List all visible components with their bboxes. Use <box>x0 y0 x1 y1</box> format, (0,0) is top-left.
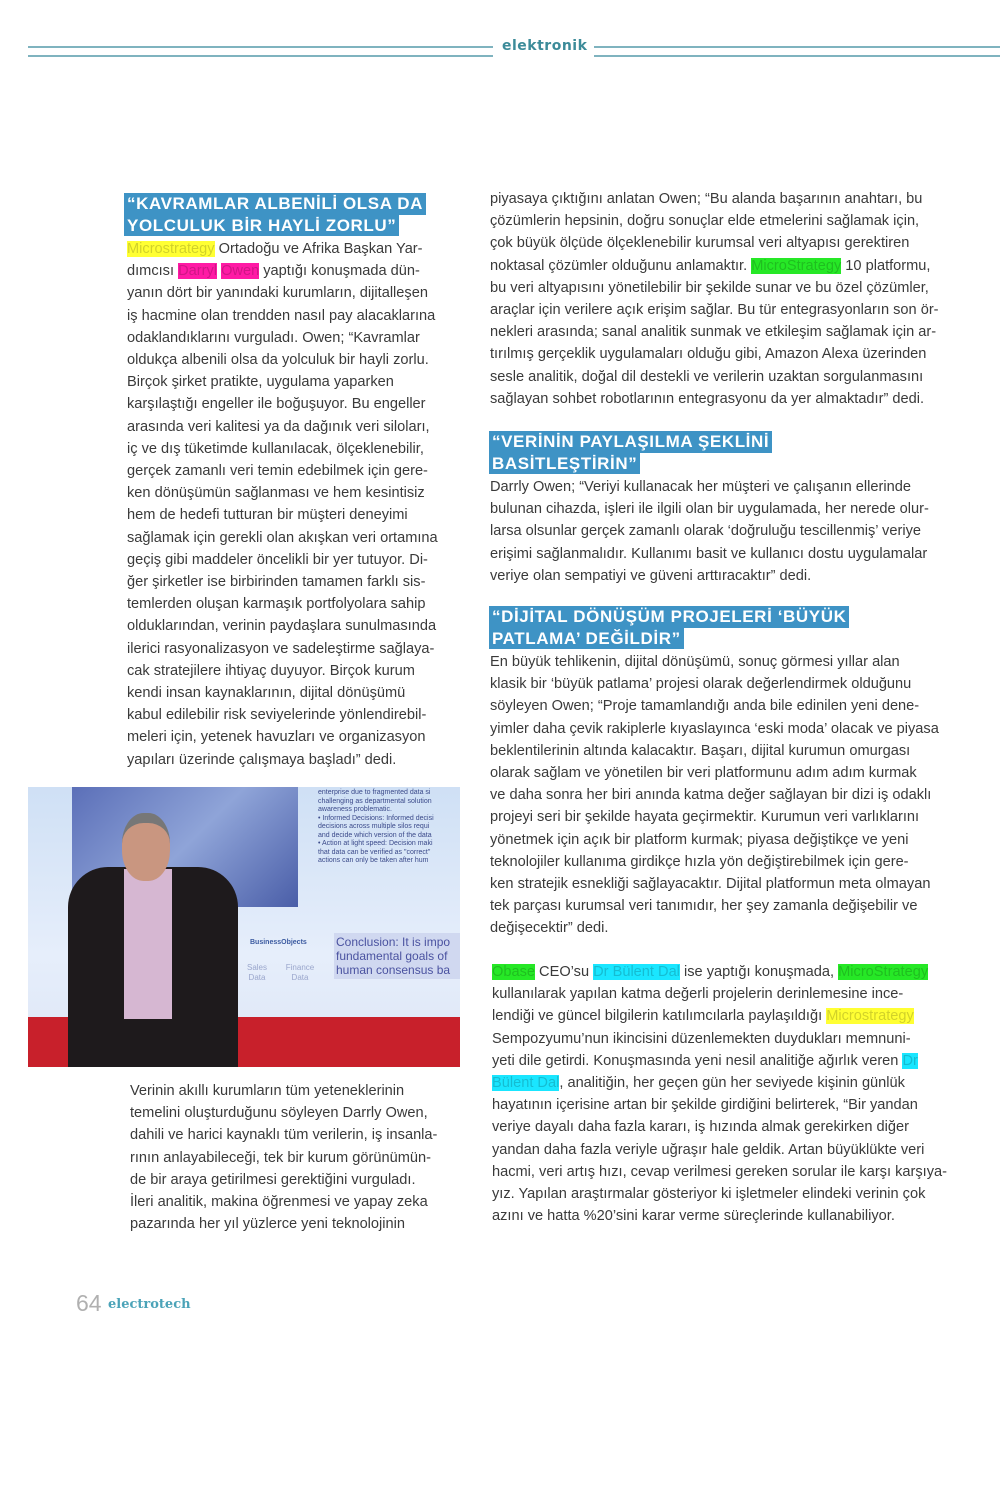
slide-bullet: awareness problematic. <box>318 806 392 813</box>
header-rule-left <box>28 46 493 57</box>
paragraph-right-4 <box>492 961 947 1227</box>
page-number: 64 <box>76 1290 102 1316</box>
text-segment: CEO’su <box>535 964 594 980</box>
text-line: veriye dayalı daha fazla kararı, iş hızında almak gerekirken diğer <box>492 1119 909 1136</box>
speaker-shirt <box>124 869 172 1019</box>
text-line <box>127 260 438 282</box>
text-line: En büyük tehlikenin, dijital dönüşümü, sonuç görmesi yıllar alan <box>490 654 900 670</box>
text-line: oldukça albenili olsa da yolculuk bir hayli zorlu. <box>127 352 429 369</box>
text-line: meleri için, yetenek havuzları ve organizasyon <box>127 729 426 746</box>
slide-bullet: enterprise due to fragmented data si <box>318 789 431 796</box>
text-line: çözümlerin hepsinin, doğru sonuçlar elde etmelerini sağlamak için, <box>490 213 920 230</box>
slide-bullet: that data can be verified as "correct" <box>318 848 431 856</box>
text-segment: 10 platformu, <box>841 257 931 274</box>
text-line: ilerici rasyonalizasyon ve sadeleştirme sağlaya- <box>127 640 435 657</box>
paragraph-left-1 <box>127 238 438 771</box>
slide-conclusion: Conclusion: It is impo fundamental goals of human consensus ba <box>334 933 460 979</box>
text-line: pazarında her yıl yüzlerce yeni teknolojinin <box>130 1216 406 1233</box>
slide-bullets <box>318 789 460 866</box>
text-line: çok büyük ölçüde ölçeklenebilir kurumsal veri altyapısı gerektiren <box>490 235 910 252</box>
text-line: tek parçası kurumsal veri tanımıdır, her şey zamanla değişebilir ve <box>490 898 918 915</box>
text-line: İleri analitik, makina öğrenmesi ve yapay zeka <box>130 1194 428 1211</box>
header-rule-right <box>594 46 1000 57</box>
text-line <box>127 238 438 260</box>
text-line: söyleyen Owen; “Proje tamamlandığı anda bile edinilen yeni dene- <box>490 698 920 715</box>
text-line: araçlar için verilere açık erişim sağlar. Bu tür entegrasyonların son ör- <box>490 302 939 319</box>
paragraph-right-3 <box>490 651 939 940</box>
text-line: temelini oluşturduğunu söyleyen Darrly Owen, <box>130 1105 428 1122</box>
highlighted-name: Dr <box>902 1052 918 1069</box>
text-line: nekleri arasında; sanal analitik sunmak ve etkileşim sağlamak için ar- <box>490 324 937 341</box>
text-line: larsa olsunlar gerçek zamanlı olarak ‘doğruluğu tescillenmiş’ veriye <box>490 523 921 540</box>
highlighted-name: Dr Bülent Dal <box>593 964 680 980</box>
paragraph-right-1 <box>490 188 939 410</box>
slide-bullet: • Action at light speed: Decision maki <box>318 840 433 847</box>
section-title: elektronik <box>502 38 588 54</box>
text-line: de bir araya getirilmesi gerektiğini vurguladı. <box>130 1171 416 1188</box>
text-segment: , analitiğin, her geçen gün her seviyede kişinin günlük <box>559 1075 905 1092</box>
highlighted-name: MicroStrategy <box>751 257 842 274</box>
text-line: kabul edilebilir risk seviyelerinde yönlendirebil- <box>127 707 427 724</box>
text-line: klasik bir ‘büyük patlama’ projesi olarak değerlendirmek olduğunu <box>490 676 912 693</box>
heading-verinin <box>489 431 772 474</box>
heading-line: YOLCULUK BİR HAYLİ ZORLU” <box>124 215 399 237</box>
text-line: olduklarından, verinin paydaşlara sunulmasında <box>127 618 437 635</box>
speaker-photo <box>28 787 460 1067</box>
text-line: iç ve dış tüketimde kullanılacak, ölçeklenebilir, <box>127 440 424 457</box>
text-line: yimler daha çevik rakiplerle kıyaslayınca ‘eski moda’ olacak ve piyasa <box>490 720 939 737</box>
text-line: sağlayan sohbet robotlarının entegrasyonu da yer almaktadır” dedi. <box>490 390 925 407</box>
highlighted-name: Obase <box>492 964 535 980</box>
highlighted-name: MicroStrategy <box>838 964 929 980</box>
text-line: değişecektir” dedi. <box>490 920 609 937</box>
text-line: ğer şirketler ise birbirinden tamamen farklı sis- <box>127 574 426 591</box>
highlighted-name: Bülent Dal <box>492 1075 560 1092</box>
text-line: hayatının içerisine artan bir şekilde girdiğini belirterek, “Bir yandan <box>492 1097 918 1114</box>
text-segment: lendiği ve güncel bilgilerin katılımcılarla paylaşıldığı <box>492 1008 827 1025</box>
text-line <box>492 1050 947 1072</box>
businessobjects-logo: BusinessObjects <box>250 939 307 946</box>
text-line: ken dönüşümün sağlanması ve hem kesintisiz <box>127 485 425 502</box>
text-line: Birçok şirket pratikte, uygulama yaparken <box>127 374 394 391</box>
text-line: gerçek zamanlı veri temin edebilmek için gere- <box>127 463 428 480</box>
highlighted-name: Owen <box>221 263 260 280</box>
highlighted-name: Darryl <box>178 263 218 280</box>
text-line: temlerden oluşan karmaşık portfolyolara sahip <box>127 596 426 613</box>
text-line: bu veri altyapısını yönetilebilir bir şekilde sunar ve bu özel çözümler, <box>490 279 929 296</box>
text-line: yapıları üzerinde çalışmaya başladı” dedi. <box>127 751 397 768</box>
text-segment: Ortadoğu ve Afrika Başkan Yar- <box>214 241 423 257</box>
text-line: projeyi seri bir şekilde hayata geçirmektir. Kurumun veri varlıklarını <box>490 809 920 826</box>
slide-bullet: decisions across multiple silos requi <box>318 823 430 830</box>
text-line: beklentilerinin altında kalacaktır. Başarı, dijital kurumun omurgası <box>490 742 911 759</box>
text-line: dahili ve harici kaynaklı tüm verilerin, iş insanla- <box>130 1127 438 1144</box>
text-line: bulunan cihazda, işleri ile ilgili olan bir uygulamada, her nerede olur- <box>490 501 929 518</box>
text-line: olarak sağlam ve yönetilen bir veri platformunu adım adım kurmak <box>490 765 917 782</box>
text-line: piyasaya çıktığını anlatan Owen; “Bu alanda başarının anahtarı, bu <box>490 191 923 207</box>
heading-line: BASİTLEŞTİRİN” <box>489 453 640 475</box>
highlighted-name: Microstrategy <box>127 241 215 257</box>
text-line: ken stratejik esnekliği sağlayacaktır. Dijital platformun meta olmayan <box>490 876 931 893</box>
slide-bullet: actions can only be taken after hum <box>318 857 429 864</box>
text-line: ve daha sonra her biri anında katma değer sağlayan bir dizi iş odaklı <box>490 787 932 804</box>
slide-bullet: • Informed Decisions: Informed decisi <box>318 814 434 822</box>
text-line: iş hacmine olan trendden nasıl pay alacaklarına <box>127 307 436 324</box>
text-line: sağlamak için gerekli olan akışkan veri ortamına <box>127 529 438 546</box>
text-line: sesle analitik, doğal dil destekli ve verilerin uzaktan sorgulanmasını <box>490 368 924 385</box>
heading-kavramlar <box>124 193 426 236</box>
text-line: kullanılarak yapılan katma değerli projelerin derinlemesine ince- <box>492 986 904 1003</box>
text-line: azını ve hatta %20’sini karar verme süreçlerinde kullanabiliyor. <box>492 1208 895 1225</box>
text-segment: noktasal çözümler olduğunu anlamaktır. <box>490 257 752 274</box>
text-line: yandan daha fazla veriyle uğraşır hale geldik. Artan büyüklükte veri <box>492 1141 925 1158</box>
text-line: cak stratejilere ihtiyaç duyuyor. Birçok kurum <box>127 662 415 679</box>
text-line: hacmi, veri artış hızı, cevap verilmesi gereken sorular ile karşı karşıya- <box>492 1163 947 1180</box>
text-segment: dımcısı <box>127 263 179 280</box>
slide-label: Sales Data <box>246 963 267 982</box>
text-segment: yaptığı konuşmada dün- <box>259 263 420 280</box>
heading-dijital <box>489 606 849 649</box>
text-line: arasında veri kalitesi ya da dağınık veri siloları, <box>127 418 430 435</box>
text-line: Sempozyumu’nun ikincisini düzenlemekten duydukları memnuni- <box>492 1030 911 1047</box>
magazine-brand: electrotech <box>108 1297 191 1312</box>
text-line: teknolojiler kullanıma girdikçe hızla yön değiştirebilmek için gere- <box>490 853 909 870</box>
text-line: tırılmış gerçeklik uygulamaları olduğu gibi, Amazon Alexa üzerinden <box>490 346 927 363</box>
speaker-head <box>122 813 170 881</box>
text-line: yız. Yapılan araştırmalar gösteriyor ki işletmeler elindeki verinin çok <box>492 1186 926 1203</box>
heading-line: PATLAMA’ DEĞİLDİR” <box>489 628 684 650</box>
text-segment: yeti dile getirdi. Konuşmasında yeni nesil analitiğe ağırlık veren <box>492 1052 903 1069</box>
text-line: Verinin akıllı kurumların tüm yeteneklerinin <box>130 1083 405 1099</box>
text-line: yönetmek için açık bir platform kurmak; piyasa değiştikçe ve yeni <box>490 831 909 848</box>
heading-line: “KAVRAMLAR ALBENİLİ OLSA DA <box>124 193 426 215</box>
text-line <box>490 255 939 277</box>
text-line: geçiş gibi maddeler öncelikli bir yer tutuyor. Di- <box>127 551 428 568</box>
text-line <box>492 1072 947 1094</box>
text-line: kendi insan kaynaklarının, dijital dönüşümü <box>127 685 406 702</box>
text-segment: ise yaptığı konuşmada, <box>679 964 839 980</box>
text-line: karşılaştığı engeller ile boğuşuyor. Bu engeller <box>127 396 426 413</box>
slide-bullet: and decide which version of the data <box>318 831 432 839</box>
slide-label: Finance Data <box>285 963 315 982</box>
text-line: rının anlayabileceği, tek bir kurum görünümün- <box>130 1149 431 1166</box>
heading-line: “DİJİTAL DÖNÜŞÜM PROJELERİ ‘BÜYÜK <box>489 606 849 628</box>
text-line: hem de hedefi tutturan bir müşteri deneyimi <box>127 507 408 524</box>
slide-bullet: challenging as departmental solution <box>318 797 432 805</box>
text-line <box>492 961 947 983</box>
paragraph-left-2 <box>130 1080 437 1235</box>
text-line: erişimi sağlanmalıdır. Kullanımı basit ve kullanıcı dostu uygulamalar <box>490 545 928 562</box>
paragraph-right-2 <box>490 476 929 587</box>
text-line: yanın dört bir yanındaki kurumların, dijitalleşen <box>127 285 428 302</box>
text-line: odaklandıklarını vurguladı. Owen; “Kavramlar <box>127 329 420 346</box>
highlighted-name: Microstrategy <box>826 1008 914 1025</box>
text-line: veriye olan sempatiyi ve güveni arttıracaktır” dedi. <box>490 567 812 584</box>
text-line: Darrly Owen; “Veriyi kullanacak her müşteri ve çalışanın ellerinde <box>490 479 911 495</box>
text-line <box>492 1005 947 1027</box>
heading-line: “VERİNİN PAYLAŞILMA ŞEKLİNİ <box>489 431 772 453</box>
